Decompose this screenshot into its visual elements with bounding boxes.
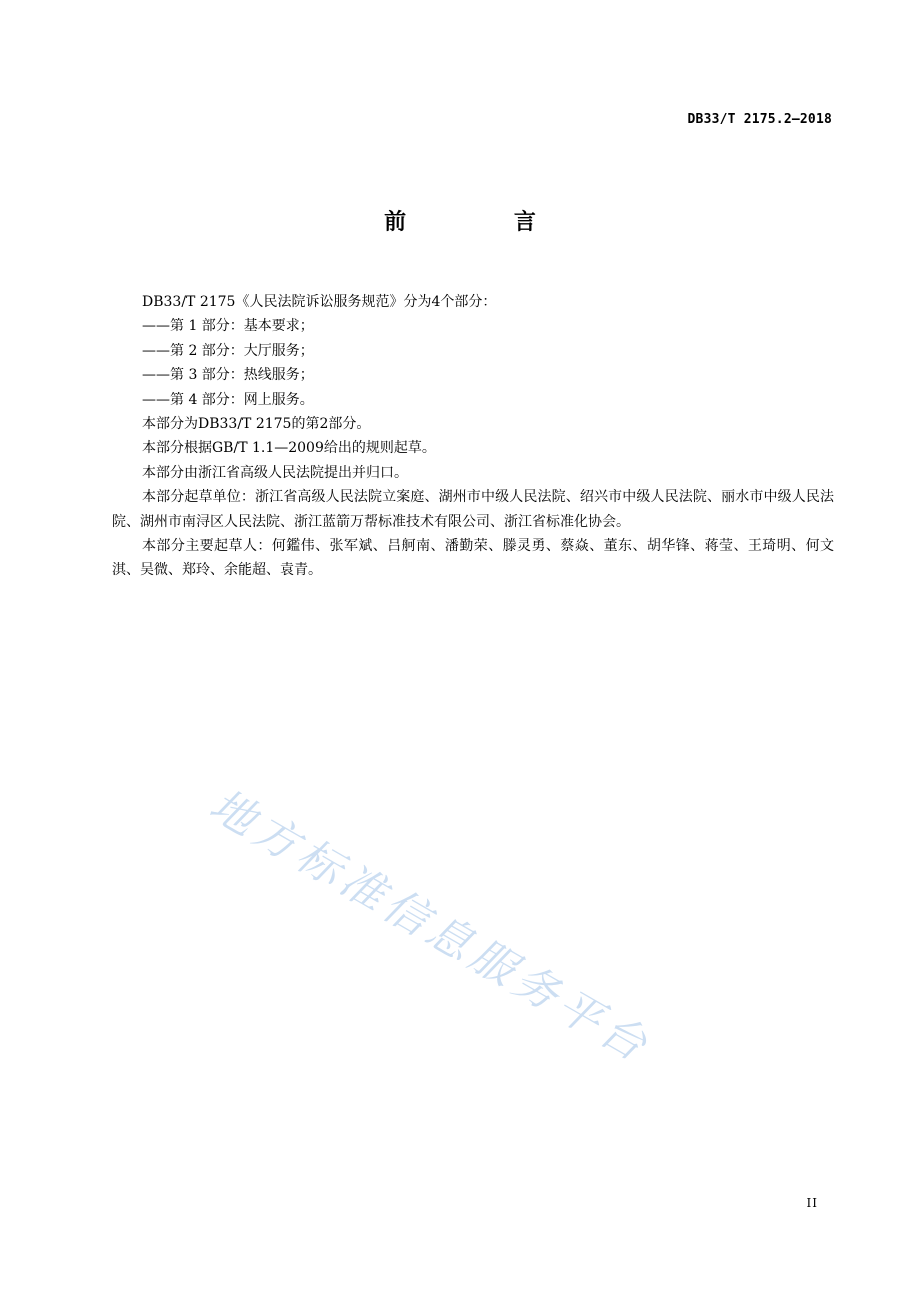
paragraph-part-4: ——第 4 部分：网上服务。: [142, 391, 314, 408]
paragraph-intro: DB33/T 2175《人民法院诉讼服务规范》分为4个部分：: [142, 294, 497, 310]
page-number: II: [806, 1196, 818, 1210]
paragraph-part-3: ——第 3 部分：热线服务；: [142, 367, 314, 384]
paragraph-drafting-rules: 本部分根据GB/T 1.1—2009给出的规则起草。: [142, 440, 436, 457]
document-code: DB33/T 2175.2—2018: [687, 112, 832, 127]
paragraph-part-2: ——第 2 部分：大厅服务；: [142, 342, 314, 359]
section-title: 前 言: [384, 210, 586, 235]
paragraph-drafting-units: 本部分起草单位：浙江省高级人民法院立案庭、湖州市中级人民法院、绍兴市中级人民法院、丽水市中级人民法院、湖州市南浔区人民法院、浙江蓝箭万帮标准技术有限公司、浙江省标准化协会。: [112, 489, 834, 530]
paragraph-proposer: 本部分由浙江省高级人民法院提出并归口。: [142, 464, 408, 481]
paragraph-drafters: 本部分主要起草人：何鑑伟、张军斌、吕舸南、潘勤荣、滕灵勇、蔡焱、董东、胡华锋、蒋莹、王琦明、何文淇、吴微、郑玲、余能超、袁青。: [112, 538, 834, 579]
paragraph-this-part: 本部分为DB33/T 2175的第2部分。: [142, 416, 371, 433]
watermark: 地方标准信息服务平台: [201, 779, 660, 1074]
paragraph-part-1: ——第 1 部分：基本要求；: [142, 318, 314, 335]
foreword-body: [112, 290, 834, 583]
